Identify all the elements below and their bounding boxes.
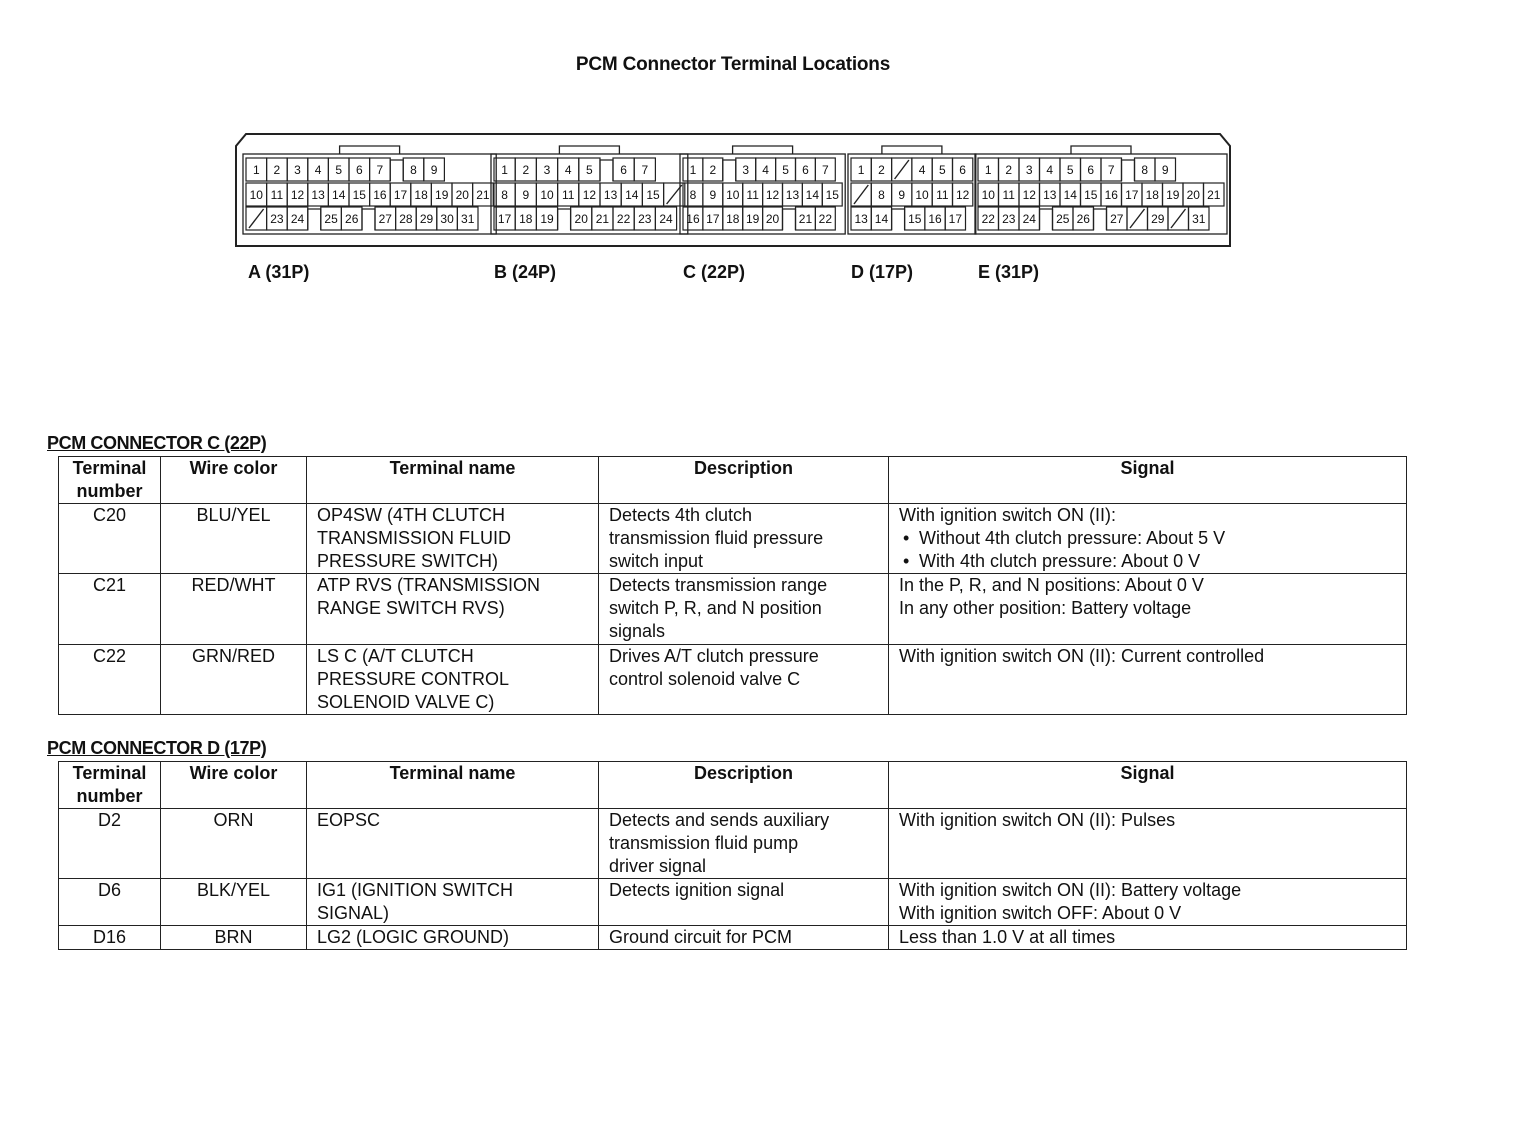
terminal-pin-label: 13 (311, 188, 325, 202)
terminal-pin-label: 5 (335, 163, 343, 177)
terminal-pin-label: 15 (352, 188, 366, 202)
description-line: Detects ignition signal (609, 880, 785, 900)
terminal-pin-label: 19 (435, 188, 449, 202)
terminal-pin-label: 11 (746, 188, 759, 202)
terminal-pin-label: 18 (1145, 188, 1159, 202)
table-row (59, 926, 1407, 950)
terminal-pin-label: 31 (461, 212, 475, 226)
signal-line: Less than 1.0 V at all times (899, 927, 1116, 947)
terminal-pin-label: 2 (522, 163, 530, 177)
terminal-pin-label: 1 (984, 163, 992, 177)
signal-cell (889, 574, 1407, 645)
terminal-pin-label: 24 (290, 212, 305, 226)
terminal-pin-label: 24 (1022, 212, 1036, 226)
description-line: transmission fluid pump (609, 833, 799, 853)
description-cell (599, 504, 889, 574)
terminal-pin-label: 22 (616, 212, 631, 226)
key-notch (783, 209, 796, 230)
description-cell (599, 574, 889, 645)
signal-cell (889, 879, 1407, 926)
terminal-pin-label: 21 (595, 212, 610, 226)
name-line: SIGNAL) (317, 903, 390, 923)
col-terminal-name: Terminal name (307, 457, 599, 504)
table-d-heading: PCM CONNECTOR D (17P) (47, 738, 267, 758)
terminal-pin-label: 1 (252, 163, 260, 177)
signal-cell (889, 926, 1407, 950)
terminal-pin-label: 26 (345, 212, 359, 226)
terminal-number-cell: D2 (59, 809, 161, 879)
connector-latch (559, 146, 619, 154)
terminal-pin-label: 30 (440, 212, 454, 226)
terminal-pin-label: 11 (1002, 188, 1015, 202)
terminal-pin-label: 7 (376, 163, 384, 177)
terminal-pin-label: 9 (898, 188, 906, 202)
table-row (59, 504, 1407, 574)
terminal-pin-label: 10 (981, 188, 995, 202)
terminal-pin-label: 4 (1046, 163, 1054, 177)
terminal-pin-label: 4 (314, 163, 322, 177)
terminal-pin-label: 2 (1005, 163, 1013, 177)
description-line: transmission fluid pressure (609, 528, 824, 548)
terminal-pin-label: 21 (798, 212, 813, 226)
description-line: control solenoid valve C (609, 669, 801, 689)
name-line: LS C (A/T CLUTCH (317, 646, 474, 666)
signal-line: With ignition switch OFF: About 0 V (899, 903, 1182, 923)
terminal-pin-label: 29 (419, 212, 434, 226)
description-line: switch input (609, 551, 704, 571)
pcm-connector-diagram (0, 0, 1536, 300)
description-line: Detects 4th clutch (609, 505, 753, 525)
unused-terminal-mark (1171, 209, 1186, 228)
terminal-pin-label: 23 (638, 212, 652, 226)
pcm-connector-c-table (58, 456, 1407, 715)
col-wire-color: Wire color (161, 457, 307, 504)
description-line: Detects transmission range (609, 575, 828, 595)
terminal-pin-label: 4 (762, 163, 769, 177)
terminal-pin-label: 7 (641, 163, 649, 177)
terminal-pin-label: 28 (399, 212, 413, 226)
terminal-pin-label: 26 (1076, 212, 1090, 226)
connector-label-c: C (22P) (683, 262, 746, 282)
terminal-pin-label: 14 (1063, 188, 1077, 202)
wire-color-cell: BLU/YEL (161, 504, 307, 574)
terminal-pin-label: 20 (1186, 188, 1200, 202)
terminal-pin-label: 5 (939, 163, 946, 177)
terminal-pin-label: 10 (915, 188, 929, 202)
terminal-pin-label: 19 (1166, 188, 1180, 202)
table-row (59, 879, 1407, 926)
terminal-pin-label: 14 (805, 188, 820, 202)
unused-terminal-mark (1130, 209, 1145, 228)
terminal-pin-label: 3 (294, 163, 301, 177)
col-terminal-number: Terminal number (59, 762, 161, 809)
terminal-pin-label: 8 (1141, 163, 1149, 177)
terminal-pin-label: 29 (1151, 212, 1165, 226)
name-line: LG2 (LOGIC GROUND) (317, 927, 510, 947)
col-terminal-name: Terminal name (307, 762, 599, 809)
key-notch (390, 160, 403, 181)
connector-latch (882, 146, 942, 154)
terminal-name-cell (307, 926, 599, 950)
table-d-body (59, 809, 1407, 950)
key-notch (362, 209, 375, 230)
terminal-pin-label: 19 (745, 212, 760, 226)
terminal-pin-label: 12 (765, 188, 780, 202)
terminal-pin-label: 8 (689, 188, 697, 202)
connector-latch (733, 146, 793, 154)
terminal-pin-label: 12 (290, 188, 305, 202)
terminal-pin-label: 14 (332, 188, 346, 202)
name-line: PRESSURE CONTROL (317, 669, 510, 689)
description-cell (599, 879, 889, 926)
terminal-pin-label: 20 (765, 212, 780, 226)
terminal-pin-label: 11 (936, 188, 949, 202)
description-line: switch P, R, and N position (609, 598, 822, 618)
signal-cell (889, 645, 1407, 715)
terminal-pin-label: 5 (782, 163, 789, 177)
terminal-pin-label: 1 (689, 163, 697, 177)
name-line: ATP RVS (TRANSMISSION (317, 575, 541, 595)
signal-line: With ignition switch ON (II): (899, 505, 1117, 525)
terminal-pin-label: 19 (540, 212, 554, 226)
connector-label-d: D (17P) (851, 262, 914, 282)
terminal-pin-label: 1 (857, 163, 865, 177)
name-line: IG1 (IGNITION SWITCH (317, 880, 513, 900)
terminal-pin-label: 6 (620, 163, 627, 177)
terminal-pin-label: 16 (686, 212, 700, 226)
terminal-name-cell (307, 809, 599, 879)
description-line: driver signal (609, 856, 707, 876)
terminal-pin-label: 6 (959, 163, 966, 177)
terminal-pin-label: 17 (497, 212, 512, 226)
terminal-pin-label: 13 (1043, 188, 1057, 202)
key-notch (892, 209, 905, 230)
terminal-pin-label: 6 (1087, 163, 1095, 177)
terminal-pin-label: 2 (273, 163, 281, 177)
wire-color-cell: RED/WHT (161, 574, 307, 645)
key-notch (558, 209, 571, 230)
terminal-pin-label: 12 (582, 188, 597, 202)
table-row (59, 645, 1407, 715)
terminal-pin-label: 13 (785, 188, 800, 202)
key-notch (1040, 209, 1053, 230)
unused-terminal-mark (249, 209, 264, 228)
terminal-pin-label: 18 (726, 212, 740, 226)
terminal-number-cell: D6 (59, 879, 161, 926)
terminal-pin-label: 18 (519, 212, 533, 226)
table-header-row (59, 762, 1407, 809)
key-notch (308, 209, 321, 230)
terminal-pin-label: 15 (1084, 188, 1098, 202)
terminal-pin-label: 23 (1002, 212, 1016, 226)
terminal-pin-label: 8 (878, 188, 885, 202)
signal-cell (889, 809, 1407, 879)
key-notch (600, 160, 613, 181)
terminal-pin-label: 6 (355, 163, 363, 177)
wire-color-cell: BRN (161, 926, 307, 950)
name-line: EOPSC (317, 810, 381, 830)
terminal-pin-label: 9 (709, 188, 717, 202)
col-description: Description (599, 457, 889, 504)
description-cell (599, 809, 889, 879)
terminal-pin-label: 11 (270, 188, 284, 202)
terminal-pin-label: 25 (1056, 212, 1070, 226)
terminal-name-cell (307, 504, 599, 574)
table-c-heading: PCM CONNECTOR C (22P) (47, 433, 267, 453)
description-line: Ground circuit for PCM (609, 927, 793, 947)
terminal-pin-label: 16 (373, 188, 387, 202)
terminal-pin-label: 14 (874, 212, 889, 226)
terminal-pin-label: 17 (706, 212, 720, 226)
table-row (59, 809, 1407, 879)
terminal-pin-label: 22 (981, 212, 995, 226)
terminal-pin-label: 3 (1025, 163, 1033, 177)
terminal-pin-label: 25 (324, 212, 338, 226)
key-notch (1122, 160, 1135, 181)
terminal-pin-label: 15 (825, 188, 839, 202)
terminal-pin-label: 17 (948, 212, 963, 226)
terminal-pin-label: 11 (561, 188, 575, 202)
table-c-body (59, 504, 1407, 715)
connector-label-e: E (31P) (978, 262, 1040, 282)
connector-label-a: A (31P) (248, 262, 310, 282)
terminal-pin-label: 12 (1022, 188, 1036, 202)
col-terminal-number: Terminal number (59, 457, 161, 504)
wire-color-cell: BLK/YEL (161, 879, 307, 926)
signal-line: In the P, R, and N positions: About 0 V (899, 575, 1204, 595)
terminal-pin-label: 14 (625, 188, 639, 202)
terminal-name-cell (307, 879, 599, 926)
name-line: OP4SW (4TH CLUTCH (317, 505, 506, 525)
pcm-connector-d-table (58, 761, 1407, 950)
terminal-pin-label: 16 (1104, 188, 1118, 202)
wire-color-cell: GRN/RED (161, 645, 307, 715)
connector-latch (1071, 146, 1131, 154)
unused-terminal-mark (854, 185, 868, 204)
terminal-pin-label: 4 (564, 163, 572, 177)
signal-cell (889, 504, 1407, 574)
name-line: PRESSURE SWITCH) (317, 551, 499, 571)
terminal-pin-label: 16 (928, 212, 942, 226)
terminal-pin-label: 31 (1192, 212, 1206, 226)
unused-terminal-mark (895, 160, 909, 179)
terminal-number-cell: C20 (59, 504, 161, 574)
key-notch (723, 160, 736, 181)
terminal-pin-label: 18 (414, 188, 428, 202)
terminal-pin-label: 4 (918, 163, 926, 177)
wire-color-cell: ORN (161, 809, 307, 879)
terminal-pin-label: 27 (1110, 212, 1124, 226)
signal-line: With ignition switch ON (II): Pulses (899, 810, 1176, 830)
col-description: Description (599, 762, 889, 809)
terminal-pin-label: 15 (646, 188, 660, 202)
terminal-pin-label: 13 (603, 188, 618, 202)
terminal-pin-label: 5 (1066, 163, 1074, 177)
terminal-pin-label: 24 (659, 212, 673, 226)
terminal-pin-label: 15 (908, 212, 922, 226)
connector-latch (340, 146, 400, 154)
description-cell (599, 645, 889, 715)
terminal-pin-label: 20 (455, 188, 469, 202)
terminal-pin-label: 9 (522, 188, 530, 202)
terminal-pin-label: 12 (955, 188, 970, 202)
terminal-pin-label: 27 (378, 212, 392, 226)
page-title: PCM Connector Terminal Locations (575, 54, 891, 75)
terminal-pin-label: 7 (1107, 163, 1115, 177)
signal-line: In any other position: Battery voltage (899, 598, 1192, 618)
table-row (59, 574, 1407, 645)
signal-line: With ignition switch ON (II): Current controlled (899, 646, 1265, 666)
terminal-number-cell: C21 (59, 574, 161, 645)
terminal-pin-label: 3 (742, 163, 750, 177)
terminal-pin-label: 9 (1161, 163, 1169, 177)
key-notch (1094, 209, 1107, 230)
description-line: Detects and sends auxiliary (609, 810, 830, 830)
description-line: signals (609, 621, 666, 641)
name-line: RANGE SWITCH RVS) (317, 598, 505, 618)
terminal-pin-label: 7 (822, 163, 829, 177)
terminal-pin-label: 1 (501, 163, 508, 177)
terminal-number-cell: D16 (59, 926, 161, 950)
terminal-pin-label: 13 (854, 212, 868, 226)
terminal-pin-label: 10 (249, 188, 263, 202)
col-wire-color: Wire color (161, 762, 307, 809)
terminal-pin-label: 23 (270, 212, 284, 226)
terminal-pin-label: 20 (574, 212, 588, 226)
name-line: TRANSMISSION FLUID (317, 528, 512, 548)
terminal-pin-label: 21 (476, 188, 490, 202)
signal-bullet-item: • Without 4th clutch pressure: About 5 V (899, 527, 1396, 550)
signal-line: With ignition switch ON (II): Battery voltage (899, 880, 1242, 900)
name-line: SOLENOID VALVE C) (317, 692, 495, 712)
terminal-pin-label: 2 (709, 163, 717, 177)
terminal-pin-label: 5 (586, 163, 593, 177)
table-header-row (59, 457, 1407, 504)
terminal-pin-label: 6 (802, 163, 809, 177)
signal-bullet-item: • With 4th clutch pressure: About 0 V (899, 550, 1396, 573)
terminal-number-cell: C22 (59, 645, 161, 715)
terminal-pin-label: 21 (1207, 188, 1221, 202)
terminal-pin-label: 10 (726, 188, 740, 202)
terminal-pin-label: 22 (818, 212, 833, 226)
col-signal: Signal (889, 457, 1407, 504)
col-signal: Signal (889, 762, 1407, 809)
terminal-pin-label: 8 (501, 188, 508, 202)
terminal-pin-label: 17 (393, 188, 408, 202)
terminal-name-cell (307, 645, 599, 715)
connector-label-b: B (24P) (494, 262, 557, 282)
terminal-pin-label: 17 (1125, 188, 1139, 202)
terminal-pin-label: 8 (410, 163, 417, 177)
terminal-pin-label: 10 (540, 188, 554, 202)
terminal-pin-label: 9 (430, 163, 438, 177)
description-line: Drives A/T clutch pressure (609, 646, 819, 666)
terminal-pin-label: 2 (878, 163, 885, 177)
terminal-name-cell (307, 574, 599, 645)
terminal-pin-label: 3 (543, 163, 551, 177)
description-cell (599, 926, 889, 950)
